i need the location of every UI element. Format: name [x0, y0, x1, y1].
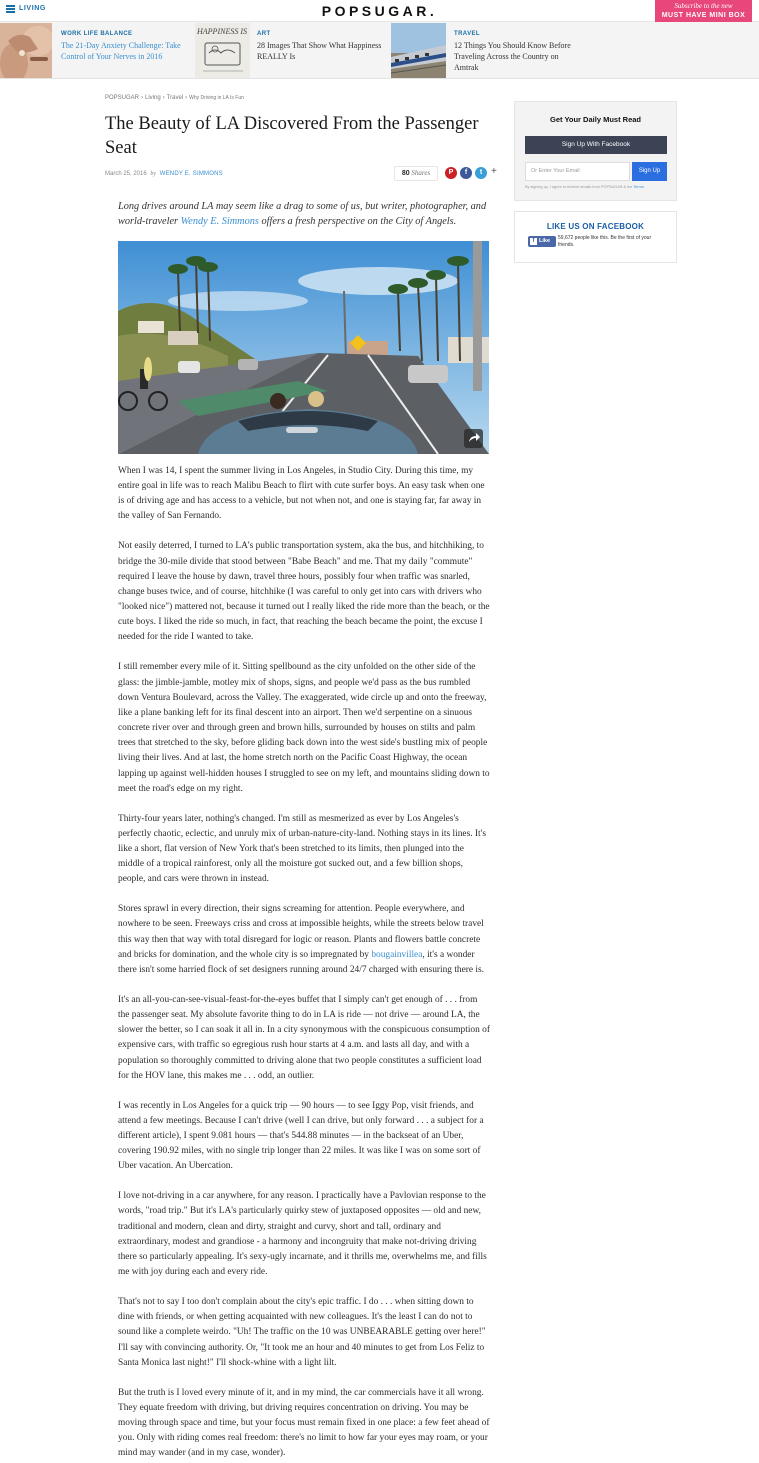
article-body [118, 464, 490, 1463]
dek-text: offers a fresh perspective on the City of Angels. [258, 216, 457, 227]
hero-image [118, 241, 489, 454]
article-paragraph: I was recently in Los Angeles for a quick trip — 90 hours — to see Iggy Pop, visit friends, and attend a few meetings. Because I can't drive (well I can drive, but only forward . . . a subject for a different article), I spent 9.081 hours — that's 544.88 minutes — in the backseat of an Uber, covering 190.92 miles, with no single trip longer than 22 miles. It was like I was on some sort of Uber vacation. An Ubercation. [118, 1100, 484, 1172]
related-story[interactable] [0, 22, 195, 79]
email-input[interactable]: Or Enter Your Email [525, 162, 630, 181]
article-paragraph: Not easily deterred, I turned to LA's public transportation system, aka the bus, and hitchhiking, to bridge the 30-mile divide that stood between "Babe Beach" and me. That my daily "commute" required I leave the house by dawn, travel three hours, possibly four when traffic was snarled, change buses twice, and of course, hitchhike (I was careful to only get into cars with drivers who "looked nice") mattered not, because it turned out I really liked the ride more than the beach, or the cute boys. I liked the ride so much, in fact, that reaching the beach became the point, the excuse I needed for the ride I wanted to take. [118, 541, 490, 643]
related-thumbnail-sketch[interactable] [195, 23, 250, 78]
dek-author-link[interactable]: Wendy E. Simmons [180, 216, 259, 227]
article-paragraph: I love not-driving in a car anywhere, for any reason. I practically have a Pavlovian response to the words, "road trip." But it's LA's particularly quirky stew of juxtaposed opposites — old and new, traditional and modern, clean and dirty, straight and curvy, short and tall, ordinary and extraordinary, modest and grandiose - a harmony and incongruity that make not-driving driving there so particularly appealing. It's sexy-ugly incarnate, and it thrills me, overwhelms me, and fills me with joy during each and every ride. [118, 1191, 487, 1278]
related-title[interactable]: 12 Things You Should Know Before Traveling Across the Country on Amtrak [454, 41, 571, 72]
pinterest-share-button[interactable] [445, 167, 457, 179]
section-label[interactable]: LIVING [19, 5, 46, 12]
share-count-value: 80 [401, 170, 410, 177]
facebook-like-count: 59,672 people like this. Be the first of your friends. [558, 235, 652, 248]
facebook-share-button[interactable] [460, 167, 472, 179]
facebook-like-box [514, 211, 677, 263]
breadcrumb-item[interactable]: Living [145, 95, 161, 101]
facebook-like-button[interactable] [528, 236, 556, 247]
related-title[interactable]: 28 Images That Show What Happiness REALLY Is [257, 41, 382, 61]
twitter-icon: t [479, 169, 483, 176]
byline-by: by [150, 171, 157, 177]
site-logo[interactable]: POPSUGAR. [321, 3, 438, 19]
facebook-logo-icon: f [530, 238, 537, 245]
breadcrumb-item[interactable]: Travel [166, 95, 184, 101]
promo-line-1[interactable]: Subscribe to the new [674, 2, 733, 10]
related-story[interactable] [195, 22, 390, 79]
share-count-label: Shares [411, 169, 431, 177]
article-paragraph: Thirty-four years later, nothing's changed. I'm still as mesmerized as ever by Los Angeles's perfectly chaotic, eclectic, and unruly mix of urban-nature-city-land. Nothing stays in its lines. It's like a short, flat version of New York that's been stretched to its limits, then plunged into the middle of a tropical rainforest, only all the moisture got sucked out, and a few billion shops, people, and cars were thrown in instead. [118, 813, 486, 885]
related-title[interactable]: The 21-Day Anxiety Challenge: Take Control of Your Nerves in 2016 [61, 41, 181, 61]
related-thumbnail-hands[interactable] [0, 23, 52, 78]
like-button-label[interactable]: Like [539, 238, 551, 244]
newsletter-signup-box [514, 101, 677, 201]
dek-text: Long drives around LA may seem like a drag to some of us, but writer, photographer, and world-traveler [118, 201, 487, 227]
article-date: March 25, 2016 [105, 171, 147, 177]
terms-link[interactable]: Terms [633, 185, 644, 189]
facebook-icon: f [464, 169, 468, 176]
article-dek [118, 199, 490, 229]
bougainvillea-link[interactable]: bougainvillea [371, 949, 423, 960]
article-paragraph: When I was 14, I spent the summer living in Los Angeles, in Studio City. During this time, my entire goal in life was to reach Malibu Beach to flirt with cute surfer boys. An easy task when one is of driving age and has access to a vehicle, but not when not, and one is staying far, far away in the valley of San Fernando. [118, 466, 485, 522]
article-paragraph: That's not to say I too don't complain about the city's epic traffic. I do . . . when sitting down to dine with friends, or when getting acquainted with new colleagues. It's the least I can do not to sound like a complete weirdo. "Uh! The traffic on the 10 was UNBEARABLE getting over here!" I'll say with convincing authority. Or, "It took me an hour and 40 minutes to get from Los Feliz to Santa Monica last night!" I'll shock-whine with a light lilt. [118, 1297, 486, 1368]
article-paragraph: But the truth is I loved every minute of it, and in my mind, the car commercials have it all wrong. They equate freedom with driving, but driving requires concentration on driving. You may be moving through space and time, but your focus must remain fixed in one place: a few feet ahead of you. Only with riding comes real freedom: there's no limit to how far your eyes may roam, or your mind may wander (and in my case, wonder). [118, 1387, 490, 1459]
signup-button[interactable]: Sign Up [632, 162, 667, 181]
article-meta [105, 171, 223, 177]
related-thumbnail-train[interactable] [391, 23, 446, 78]
facebook-like-heading: LIKE US ON FACEBOOK [546, 222, 645, 231]
paragraph-text: Stores sprawl in every direction, their signs screaming for attention. People everywhere, and nowhere to be seen. Freeways criss and cross at impossible heights, while the streets below travel this way then that way with total disregard for logic or reason. Plants and flowers battle concrete and bricks for domination, and the whole city is so impregnated by [118, 904, 484, 960]
related-story[interactable] [391, 22, 591, 79]
article-paragraph: It's an all-you-can-see-visual-feast-for-the-eyes buffet that I simply can't get enough of . . . from the passenger seat. My absolute favorite thing to do in LA is ride — not drive — around LA, the slower the better, so I can soak it all in. In a city synonymous with the conspicuous consumption of expensive cars, with traffic so egregious rush hour starts at 4 a.m. and lasts all day, and with a population so thoroughly committed to driving alone that two people constitutes a sufficient load for the HOV lane, this makes me . . . odd, an outlier. [118, 994, 490, 1081]
related-category: WORK LIFE BALANCE [61, 31, 133, 37]
more-share-button[interactable] [491, 166, 497, 177]
facebook-signup-button[interactable]: Sign Up With Facebook [525, 136, 667, 154]
top-header [0, 0, 759, 22]
related-category: TRAVEL [454, 31, 480, 37]
svg-text:HAPPINESS IS: HAPPINESS IS [197, 27, 247, 36]
newsletter-heading: Get Your Daily Must Read [550, 115, 641, 124]
plus-icon: + [491, 166, 497, 177]
fine-print-text: By signing up, I agree to receive emails from POPSUGAR & the [525, 185, 634, 189]
pinterest-icon: P [448, 169, 454, 176]
related-category: ART [257, 31, 271, 37]
twitter-share-button[interactable] [475, 167, 487, 179]
signup-fine-print [525, 185, 644, 189]
article-title: The Beauty of LA Discovered From the Passenger Seat [105, 114, 479, 158]
promo-line-2[interactable]: MUST HAVE MINI BOX [661, 12, 746, 19]
breadcrumb: POPSUGAR › Living › Travel › Why Driving in LA Is Fun [105, 95, 244, 101]
author-link[interactable]: WENDY E. SIMMONS [159, 171, 223, 177]
share-count [394, 166, 438, 181]
subscribe-promo[interactable] [655, 0, 752, 22]
breadcrumb-current: Why Driving in LA Is Fun [189, 95, 244, 101]
article-paragraph [118, 902, 490, 978]
related-stories-strip [0, 22, 759, 79]
share-arrow-icon [464, 429, 483, 448]
breadcrumb-item[interactable]: POPSUGAR [105, 95, 140, 101]
paragraph-text: , it's a wonder there isn't some harried flock of set designers running around 24/7 charged with ensuring there is. [118, 949, 485, 975]
article-paragraph: I still remember every mile of it. Sitting spellbound as the city unfolded on the other side of the glass: the jimble-jamble, motley mix of shops, signs, and people we'd pass as the bus rumbled down Ventura Boulevard, across the Valley. The exaggerated, wide circle up and onto the freeway, like a plane banking left for its final descent into an airport. Then we'd serpentine on a sinuous concrete river over and through green and brown hills, surrounded by houses on stilts and palm trees that stretched to the sky, before gliding back down into the west side's bustling mix of people living their lives. And at last, the home stretch north on the Pacific Coast Highway, the ocean lapping up against well-hidden houses I struggled to see on my left, and mountains sliding down to meet the road's edge on my right. [118, 662, 490, 794]
image-share-button[interactable] [464, 429, 483, 448]
